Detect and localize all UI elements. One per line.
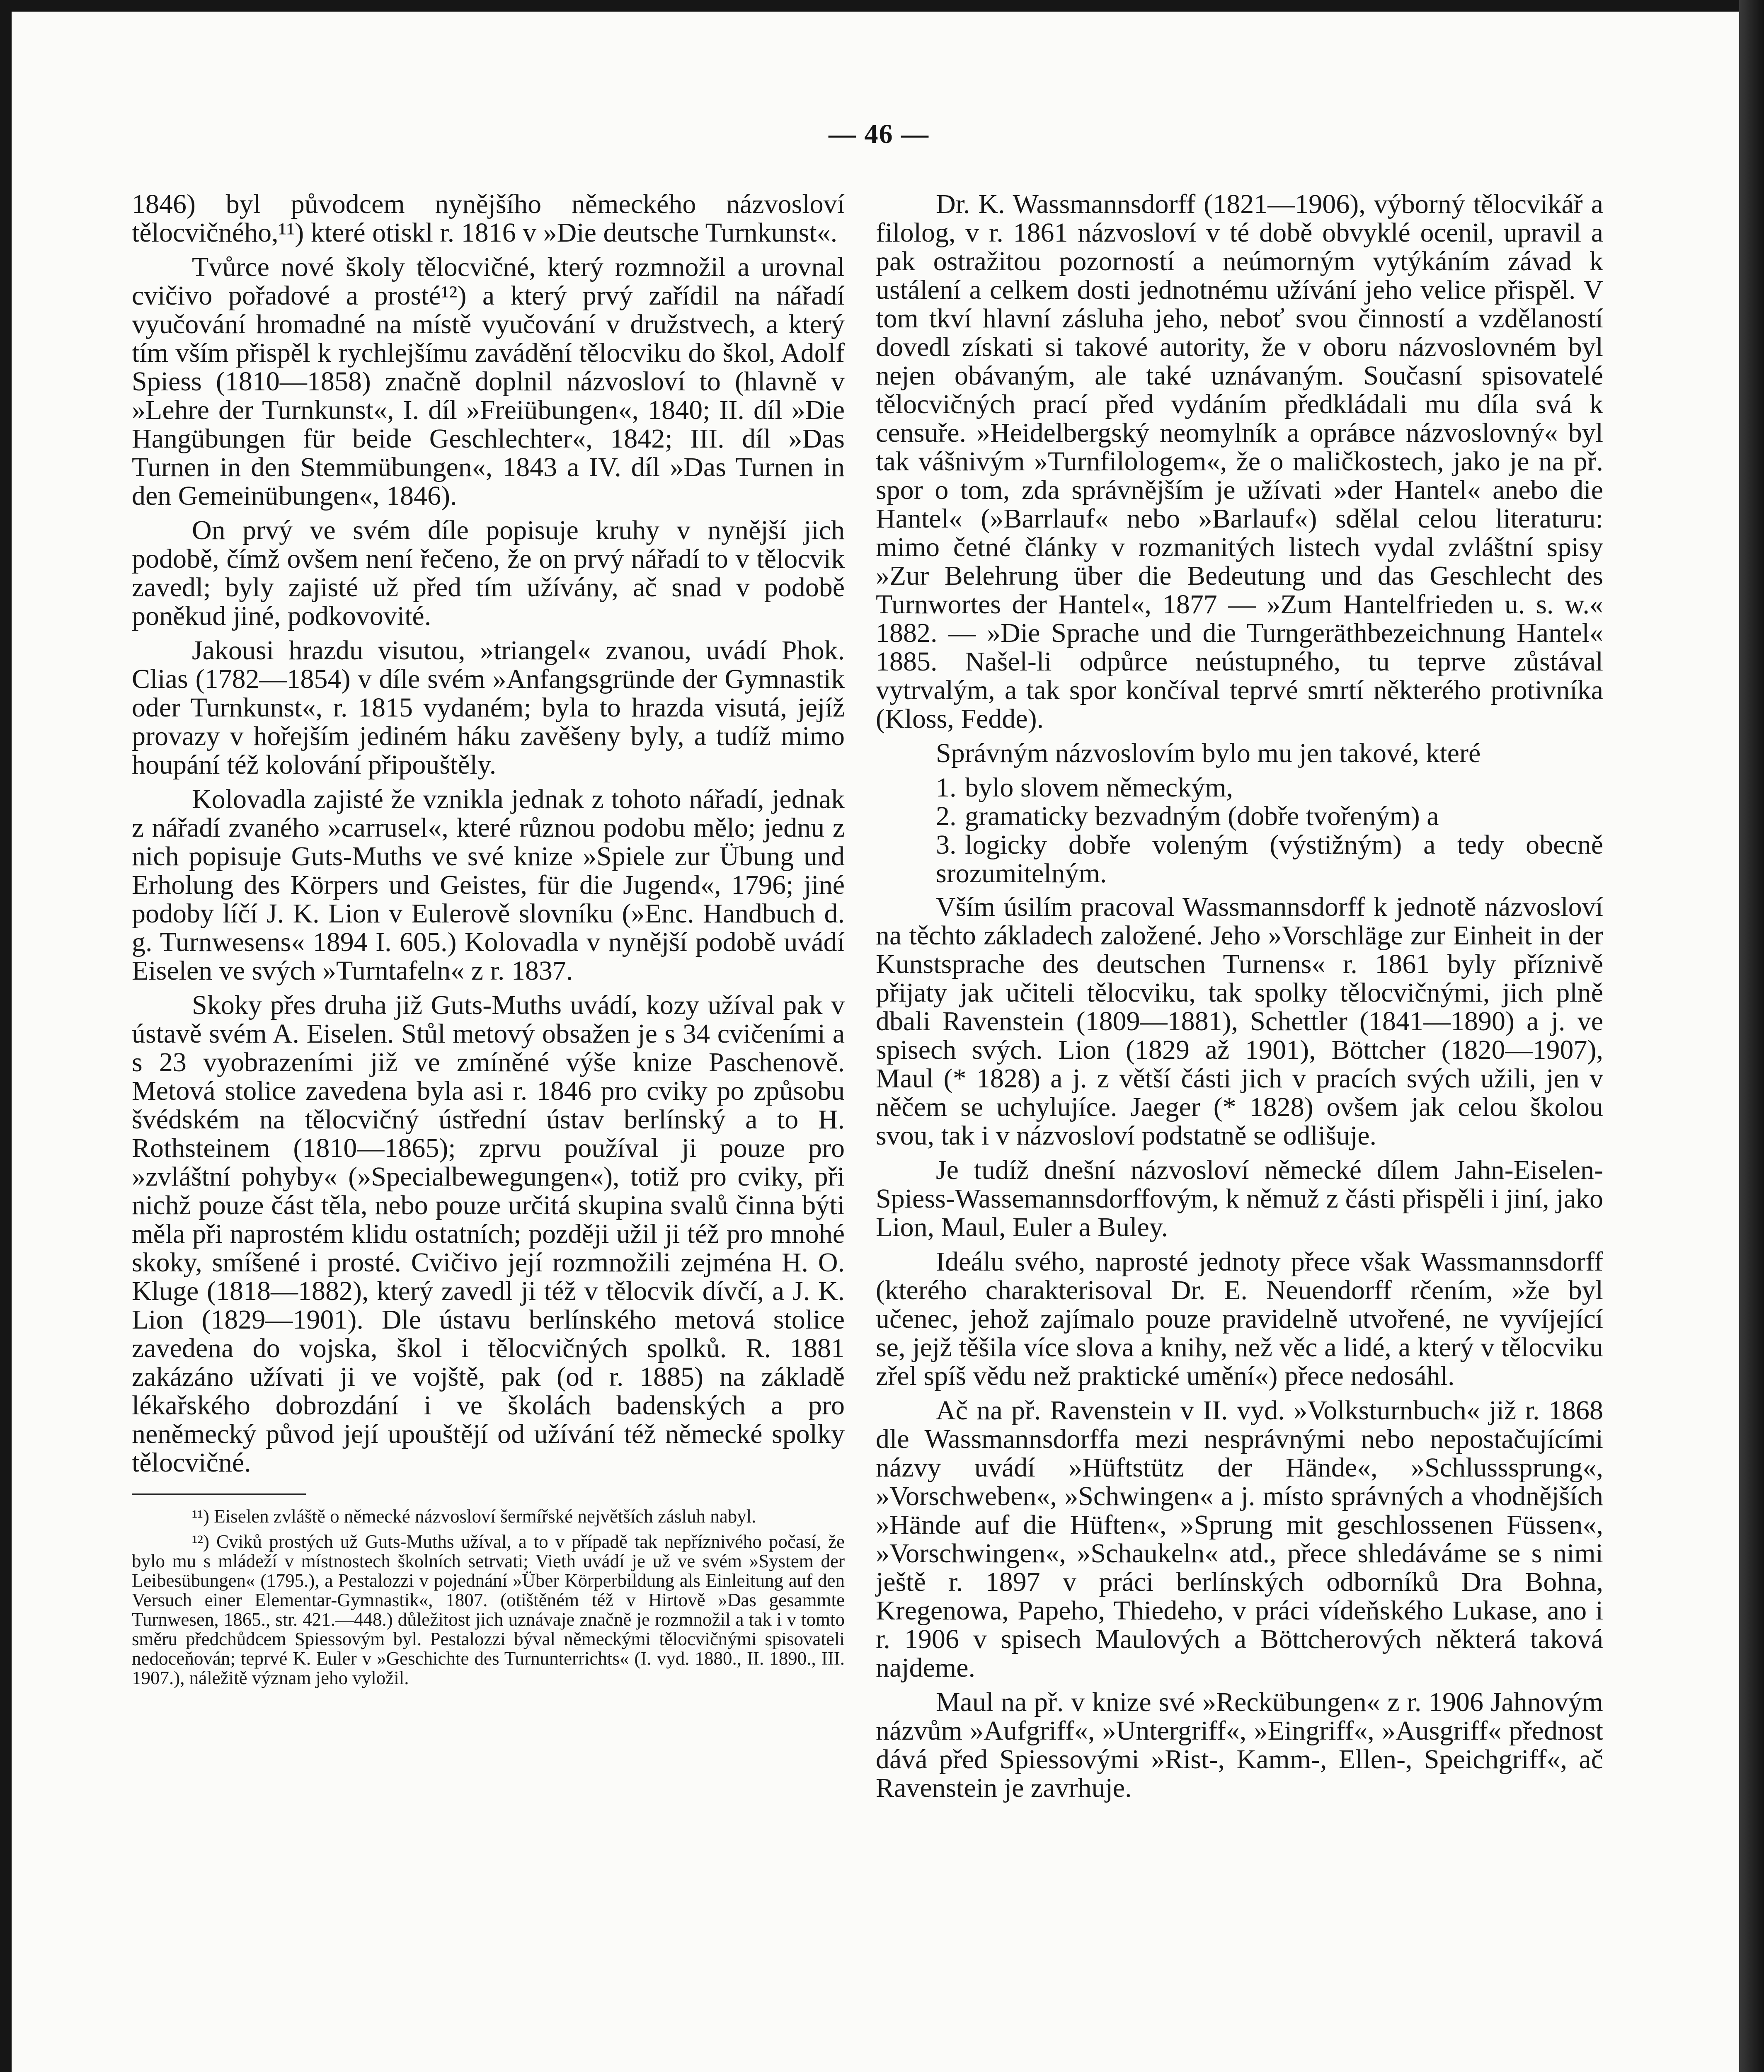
paragraph: Vším úsilím pracoval Wassmannsdorff k jednotě názvosloví na těchto základech založené. Jeho »Vorschläge zur Einheit in der Kunstsprache des deutschen Turnens« r. 1861 byly příznivě přijaty jak učiteli tělocviku, tak spolky tělocvičnými, jich plně dbali Ravenstein (1809—1881), Schettler (1841—1890) a j. ve spisech svých. Lion (1829 až 1901), Böttcher (1820—1907), Maul (* 1828) a j. z větší části jich v pracích svých užili, jen v něčem se uchylujíce. Jaeger (* 1828) ovšem jak celou školou svou, tak i v názvosloví podstatně se odlišuje. [876, 892, 1603, 1151]
paragraph: Dr. K. Wassmannsdorff (1821—1906), výborný tělocvikář a filolog, v r. 1861 názvosloví v té době obvyklé ocenil, upravil a pak ostražitou pozorností a neúmorným vytýkáním závad k ustálení a celkem dosti jednotnému užívání jeho velice přispěl. V tom tkví hlavní zásluha jeho, neboť svou činností a vzdělaností dovedl získati si takové autority, že v oboru názvoslovném byl nejen obávaným, ale také uznávaným. Současní spisovatelé tělocvičných prací před vydáním předkládali mu díla svá k censuře. »Heidelbergský neomylník a opráвce názvoslovný« byl tak vášnivým »Turnfilologem«, že o maličkostech, jako je na př. spor o tom, zda správnějším je užívati »der Hantel« anebo die Hantel« (»Barrlauf« nebo »Barlauf«) sdělal celou literaturu: mimo četné články v rozmanitých listech vydal zvláštní spisy »Zur Belehrung über die Bedeutung und das Geschlecht des Turnwortes der Hantel«, 1877 — »Zum Hantelfrieden u. s. w.« 1882. — »Die Sprache und die Turngeräthbezeichnung Hantel« 1885. Našel-li odpůrce neústupného, tu teprve zůstával vytrvalým, a tak spor končíval teprvé smrtí některého protivníka (Kloss, Fedde). [876, 189, 1603, 734]
scan-edge [1739, 0, 1764, 2072]
right-column [876, 190, 1603, 1808]
document-page [12, 12, 1746, 2072]
paragraph: 1846) byl původcem nynějšího německého názvosloví tělocvičného,¹¹) které otiskl r. 1816 v »Die deutsche Turnkunst«. [132, 189, 845, 248]
paragraph: Skoky přes druha již Guts-Muths uvádí, kozy užíval pak v ústavě svém A. Eiselen. Stůl metový obsažen je s 34 cvičeními a s 23 vyobrazeními již ve zmíněné výše knize Paschenově. Metová stolice zavedena byla asi r. 1846 pro cviky po způsobu švédském na tělocvičný ústřední ústav berlínský a to H. Rothsteinem (1810—1865); zprvu používal ji pouze pro »zvláštní pohyby« (»Specialbewegungen«), totiž pro cviky, při nichž pouze část těla, nebo pouze určitá skupina svalů činna býti měla při naprostém klidu ostatních; později užil ji též pro mnohé skoky, smíšené i prosté. Cvičivo její rozmnožili zejména H. O. Kluge (1818—1882), který zavedl ji též v tělocvik dívčí, a J. K. Lion (1829—1901). Dle ústavu berlínského metová stolice zavedena do vojska, škol i tělocvičných spolků. R. 1881 zakázáno užívati ji ve vojště, pak (od r. 1885) na základě lékařského dobrozdání i ve školách badenských a pro neněmecký původ její upouštějí od užívání též německé spolky tělocvičné. [132, 990, 845, 1478]
paragraph: Tvůrce nové školy tělocvičné, který rozmnožil a urovnal cvičivo pořadové a prosté¹²) a který prvý zařídil na nářadí vyučování hromadné na místě vyučování v družstvech, a který tím vším přispěl k rychlejšímu zavádění tělocviku do škol, Adolf Spiess (1810—1858) značně doplnil názvosloví to (hlavně v »Lehre der Turnkunst«, I. díl »Freiübungen«, 1840; II. díl »Die Hangübungen für beide Geschlechter«, 1842; III. díl »Das Turnen in den Stemmübungen«, 1843 a IV. díl »Das Turnen in den Gemeinübungen«, 1846). [132, 252, 845, 511]
footnote-divider [132, 1493, 306, 1495]
list-item: 1. bylo slovem německým, [936, 772, 1233, 803]
paragraph: Maul na př. v knize své »Reckübungen« z r. 1906 Jahnovým názvům »Aufgriff«, »Untergriff«, »Eingriff«, »Ausgriff« přednost dává před Spiessovými »Rist-, Kamm-, Ellen-, Speichgriff«, ač Ravenstein je zavrhuje. [876, 1687, 1603, 1803]
paragraph: Je tudíž dnešní názvosloví německé dílem Jahn-Eiselen-Spiess-Wassemannsdorffovým, k němuž z části přispěli i jiní, jako Lion, Maul, Euler a Buley. [876, 1155, 1603, 1242]
paragraph: Ideálu svého, naprosté jednoty přece však Wassmannsdorff (kterého charakterisoval Dr. E. Neuendorff rčením, »že byl učenec, jehož zajímalo pouze pravidelně utvořené, ne vyvíjející se, jejž těšila více slova a knihy, než věc a lidé, a který v tělocviku zřel spíš vědu než praktické umění«) přece nedosáhl. [876, 1247, 1603, 1391]
paragraph: Kolovadla zajisté že vznikla jednak z tohoto nářadí, jednak z nářadí zvaného »carrusel«, které různou podobu mělo; jednu z nich popisuje Guts-Muths ve své knize »Spiele zur Übung und Erholung des Körpers und Geistes, für die Jugend«, 1796; jiné podoby líčí J. K. Lion v Eulerově slovníku (»Enc. Handbuch d. g. Turnwesens« 1894 I. 605.) Kolovadla v nynější podobě uvádí Eiselen ve svých »Turntafeln« z r. 1837. [132, 784, 845, 986]
left-column [132, 190, 845, 1694]
paragraph: Správným názvoslovím bylo mu jen takové, které [936, 738, 1481, 768]
footnote-11: ¹¹) Eiselen zvláště o německé názvosloví šermířské největších zásluh nabyl. [192, 1506, 756, 1527]
paragraph: Jakousi hrazdu visutou, »triangel« zvanou, uvádí Phok. Clias (1782—1854) v díle svém »Anfangsgründe der Gymnastik oder Turnkunst«, r. 1815 vydaném; byla to hrazda visutá, jejíž provazy v hořejším jediném háku zavěšeny byly, a tudíž mimo houpání též kolování připouštěly. [132, 635, 845, 780]
paragraph: Ač na př. Ravenstein v II. vyd. »Volksturnbuch« již r. 1868 dle Wassmannsdorffa mezi nesprávnými nebo nepostačujícími názvy uvádí »Hüftstütz der Hände«, »Schlusssprung«, »Vorschweben«, »Schwingen« a j. místo správných a vhodnějších »Hände auf die Hüften«, »Sprung mit geschlossenen Füssen«, »Vorschwingen«, »Schaukeln« atd., přece shledáváme se s nimi ještě r. 1897 v práci berlínských odborníků Dra Bohna, Kregenowa, Papeho, Thiedeho, v práci vídeňského Lukase, ano i r. 1906 v spisech Maulových a Böttcherových některá taková najdeme. [876, 1395, 1603, 1683]
criteria-list [876, 773, 1603, 888]
list-item: 3. logicky dobře voleným (výstižným) a tedy obecně srozumitelným. [936, 830, 1603, 888]
paragraph: On prvý ve svém díle popisuje kruhy v nynější jich podobě, čímž ovšem není řečeno, že on prvý nářadí to v tělocvik zavedl; byly zajisté už před tím užívány, ač snad v podobě poněkud jiné, podkovovité. [132, 515, 845, 631]
page-number: — 46 — [829, 119, 929, 149]
list-item: 2. gramaticky bezvadným (dobře tvořeným) a [936, 801, 1439, 831]
footnote-12: ¹²) Cviků prostých už Guts-Muths užíval, a to v případě tak nepříznivého počasí, že bylo mu s mládeží v místnostech školních setrvati; Vieth uvádí je už ve svém »System der Leibesübungen« (1795.), a Pestalozzi v pojednání »Über Körperbildung als Einleitung auf den Versuch einer Elementar-Gymnastik«, 1807. (otištěném též v Hirtově »Das gesammte Turnwesen, 1865., str. 421.—448.) důležitost jich uznávaje značně je rozmnožil a tak i v tomto směru předchůdcem Spiessovým byl. Pestalozzi býval německými tělocvičnými spisovateli nedoceňován; teprvé K. Euler v »Geschichte des Turnunterrichts« (I. vyd. 1880., II. 1890., III. 1907.), náležitě význam jeho vyložil. [132, 1531, 845, 1688]
